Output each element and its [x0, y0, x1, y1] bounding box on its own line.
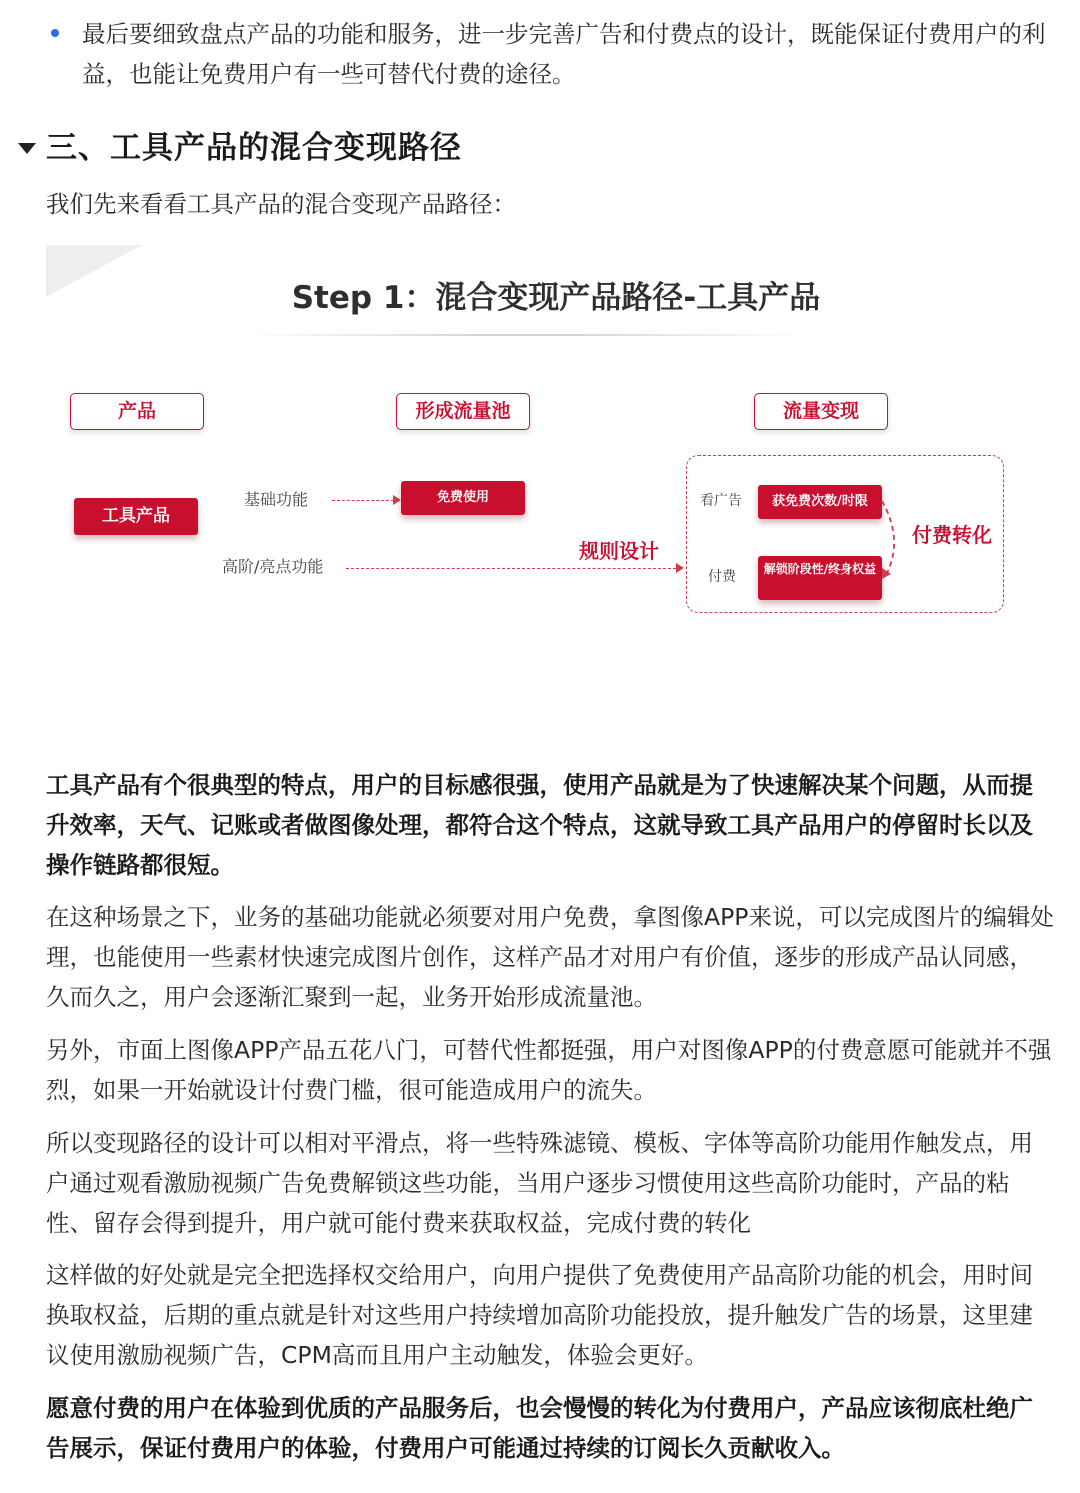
label-pay: 付费: [708, 569, 736, 585]
label-advanced-function: 高阶/亮点功能: [222, 557, 324, 576]
header-traffic-pool: 形成流量池: [396, 393, 530, 430]
paragraph-2: 在这种场景之下，业务的基础功能就必须要对用户免费，拿图像APP来说，可以完成图片的编辑处理，也能使用一些素材快速完成图片创作，这样产品才对用户有价值，逐步的形成产品认同感，久而久之，用户会逐渐汇聚到一起，业务开始形成流量池。: [46, 903, 1054, 1011]
label-rule-design: 规则设计: [579, 539, 659, 563]
node-unlock-rights: 解锁阶段性/终身权益: [758, 556, 882, 600]
label-watch-ads: 看广告: [700, 493, 742, 509]
arrow-head-basic: [393, 495, 401, 505]
diagram-title-rule: [246, 334, 806, 336]
section-intro: 我们先来看看工具产品的混合变现产品路径：: [46, 190, 516, 218]
node-tool-product: 工具产品: [74, 498, 198, 535]
section-heading: 三、工具产品的混合变现路径: [46, 130, 462, 166]
collapse-caret-icon[interactable]: [18, 143, 36, 154]
label-paid-conversion: 付费转化: [912, 523, 992, 547]
arrow-head-advanced: [676, 563, 684, 573]
paragraph-3: 另外，市面上图像APP产品五花八门，可替代性都挺强，用户对图像APP的付费意愿可能就并不强烈，如果一开始就设计付费门槛，很可能造成用户的流失。: [46, 1036, 1052, 1104]
header-product: 产品: [70, 393, 204, 430]
node-free-use: 免费使用: [401, 481, 525, 515]
paragraph-4: 所以变现路径的设计可以相对平滑点，将一些特殊滤镜、模板、字体等高阶功能用作触发点，用户通过观看激励视频广告免费解锁这些功能，当用户逐步习惯使用这些高阶功能时，产品的粘性、留存会得到提升，用户就可能付费来获取权益，完成付费的转化: [46, 1129, 1033, 1237]
header-monetization: 流量变现: [754, 393, 888, 430]
arrow-basic-to-free: [332, 500, 394, 501]
monetization-path-diagram: [46, 245, 1054, 740]
diagram-title: Step 1：混合变现产品路径-工具产品: [291, 280, 821, 316]
paragraph-6: 愿意付费的用户在体验到优质的产品服务后，也会慢慢的转化为付费用户，产品应该彻底杜绝广告展示，保证付费用户的体验，付费用户可能通过持续的订阅长久贡献收入。: [46, 1394, 1033, 1462]
node-get-free-uses: 获免费次数/时限: [758, 485, 882, 519]
bullet-text: 最后要细致盘点产品的功能和服务，进一步完善广告和付费点的设计，既能保证付费用户的利益，也能让免费用户有一些可替代付费的途径。: [82, 20, 1046, 88]
paragraph-1: 工具产品有个很典型的特点，用户的目标感很强，使用产品就是为了快速解决某个问题，从而提升效率，天气、记账或者做图像处理，都符合这个特点，这就导致工具产品用户的停留时长以及操作链路都很短。: [46, 771, 1033, 879]
label-basic-function: 基础功能: [244, 490, 309, 509]
bullet-dot: [51, 29, 59, 37]
paragraph-5: 这样做的好处就是完全把选择权交给用户，向用户提供了免费使用产品高阶功能的机会，用时间换取权益，后期的重点就是针对这些用户持续增加高阶功能投放，提升触发广告的场景，这里建议使用激励视频广告，CPM高而且用户主动触发，体验会更好。: [46, 1261, 1033, 1369]
arrow-advanced-to-monetization: [346, 568, 676, 569]
